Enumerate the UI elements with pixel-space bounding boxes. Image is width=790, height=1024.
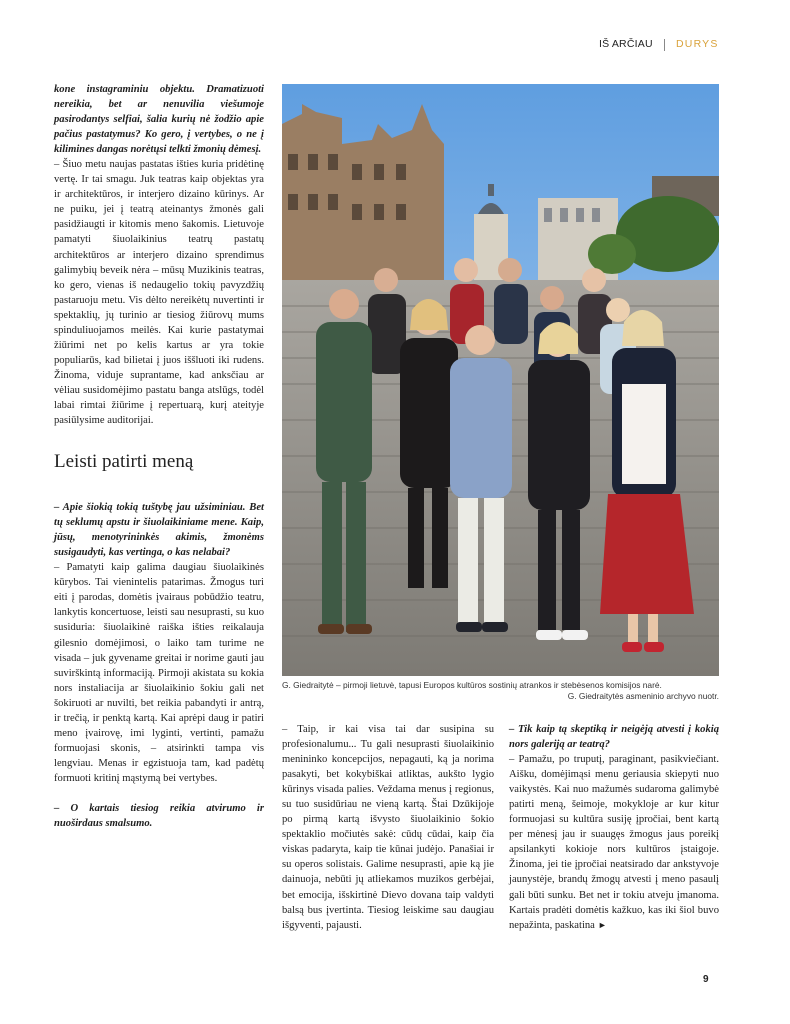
section-label: IŠ ARČIAU [599,38,653,50]
magazine-name: DURYS [676,38,719,50]
photo-credit: G. Giedraitytės asmeninio archyvo nuotr. [567,691,719,701]
header-divider [664,39,665,51]
question-paragraph: – Tik kaip tą skeptiką ir neigėją atvesti į kokią nors galeriją ar teatrą? [509,724,719,751]
answer-paragraph: – Taip, ir kai visa tai dar susipina su profesionalumu... Tu gali nesuprasti šiuolaikinio menininko koncepcijos, nepagauti, ką ja norima pasakyti, bet kokybiškai atliktas, aukšto lygio kūrinys visada palies. Veždama menus į regionus, su tuo susidūriau ne vieną kartą. Štai Dzūkijoje po pirmą kartą išvysto šiuolaikinio šokio spektaklio močiutės sakė: cūdų cūdai, kaip čia viskas padaryta, kaip tie kūnai judėjo. Panašiai ir su operos solistais. Galime nesuprasti, apie ką jie dainuoja, nebūti jų atliekamos muzikos gerbėjai, bet emocija, išskirtinė Dievo dovana taip valdyti balsą bus įvertinta. Tiesiog leiskime sau daugiau išgyventi, pajausti. [282,724,494,931]
running-header [0,38,790,54]
caption-text: G. Giedraitytė – pirmoji lietuvė, tapusi Europos kultūros sostinių atrankos ir stebėsenos komisijos narė. [282,680,662,690]
continue-arrow-icon: ► [597,919,607,930]
answer-paragraph: – Pamatyti kaip galima daugiau šiuolaikinės kūrybos. Tai vienintelis patarimas. Žmogus turi eiti į parodas, domėtis įvairaus pobūdžio teatru, lankytis koncertuose, leisti sau nesuprasti, su kuo susiduria: šiuolaikinė raiška išties reikalauja gilesnio domėjimosi, o laiko tam turime ne visada – juk gyvename greitai ir norime gauti jau suvirškintą informaciją. Pirmoji akistata su kokia nors instaliacija ar šiuolaikinio šokiu gali net šokiruoti ar nuvilti, bet reikia pabandyti ir antrą, ir trečią, ir penktą kartą. Kai aprėpi daug ir patiri meno įvairovę, imi lyginti, vertinti, pamažu formuojasi skonis, – atsirinkti tampa vis lengviau. Menas ir egzistuoja tam, kad padėtų formuoti kritinį mąstymą bei vertybes. [54,562,264,784]
page-number: 9 [703,974,709,985]
answer-paragraph: – Pamažu, po truputį, paraginant, pasikviečiant. Aišku, domėjimąsi menu geriausia skiepyti nuo vaikystės. Kai nuo mažumės sudaroma galimybė patirti meną, šeimoje, mokykloje ar kur kitur formuojasi su kultūra susiję įpročiai, bent kartą per mėnesį jau ir suaugęs žmogus jaus poreikį apsilankyti kokioje nors kultūros įstaigoje. Žinoma, jei tie įpročiai neatsirado dar ankstyvoje jaunystėje, brandų žmogų atvesti į meno pasaulį gali būti sunku. Bet net ir tokiu atveju įmanoma. Kartais pradėti domėtis kažkuo, kas iki šiol buvo nepažinta, paskatina ► [509,754,719,931]
text-column-middle [282,722,494,933]
question-paragraph: kone instagraminiu objektu. Dramatizuoti nereikia, bet ar nenuvilia viešumoje pasirodantys selfiai, šalia kurių nė žodžio apie pačius pastatymus? Ko gero, į vertybes, o ne į kilimines dangas norėtųsi telkti žmonių dėmesį. [54,84,264,156]
question-paragraph: – Apie šiokią tokią tuštybę jau užsiminiau. Bet tų seklumų apstu ir šiuolaikiniame mene. Kaip, jūsų, menotyrininkės akimis, žmonėms susigaudyti, kas vertinga, o kas nelabai? [54,502,264,559]
question-paragraph: – O kartais tiesiog reikia atvirumo ir nuoširdaus smalsumo. [54,802,264,830]
photo-caption [282,680,719,702]
answer-paragraph: – Šiuo metu naujas pastatas išties kuria pridėtinę vertę. Ir tai smagu. Juk teatras kaip objektas yra ir architektūros, ir interjero dizaino kūrinys. Ar ne puiku, jei į teatrą ateinantys žmonės gali pasidžiaugti ir kitomis meno šakomis. Lietuvoje pamatyti šiuolaikinius teatrų pastatų architektūros ar interjero dizaino sprendimus galimybių beveik nėra – mūsų Muzikinis teatras, ko gero, vienas iš nedaugelio tokių pavyzdžių pastaruoju metu. Vis dėlto nereikėtų nuvertinti ir spektaklių, jų turinio ar tiesiog žiūrovų mums spinduliuojamos meilės. Kai kurie pastatymai žiūrimi net po kelis kartus ar yra tokie populiarūs, kad bilietai į juos iššluoti iki rudens. Žinoma, viduje suprantame, kad anksčiau ar vėliau susidomėjimo pastatu banga atslūgs, todėl labai rimtai žiūrime į repertuarą, kurį ateityje pasiūlysime auditorijai. [54,159,264,427]
group-photo [282,84,719,676]
text-column-right [509,722,719,933]
section-heading: Leisti patirti meną [54,451,194,473]
text-column-left [54,82,264,831]
